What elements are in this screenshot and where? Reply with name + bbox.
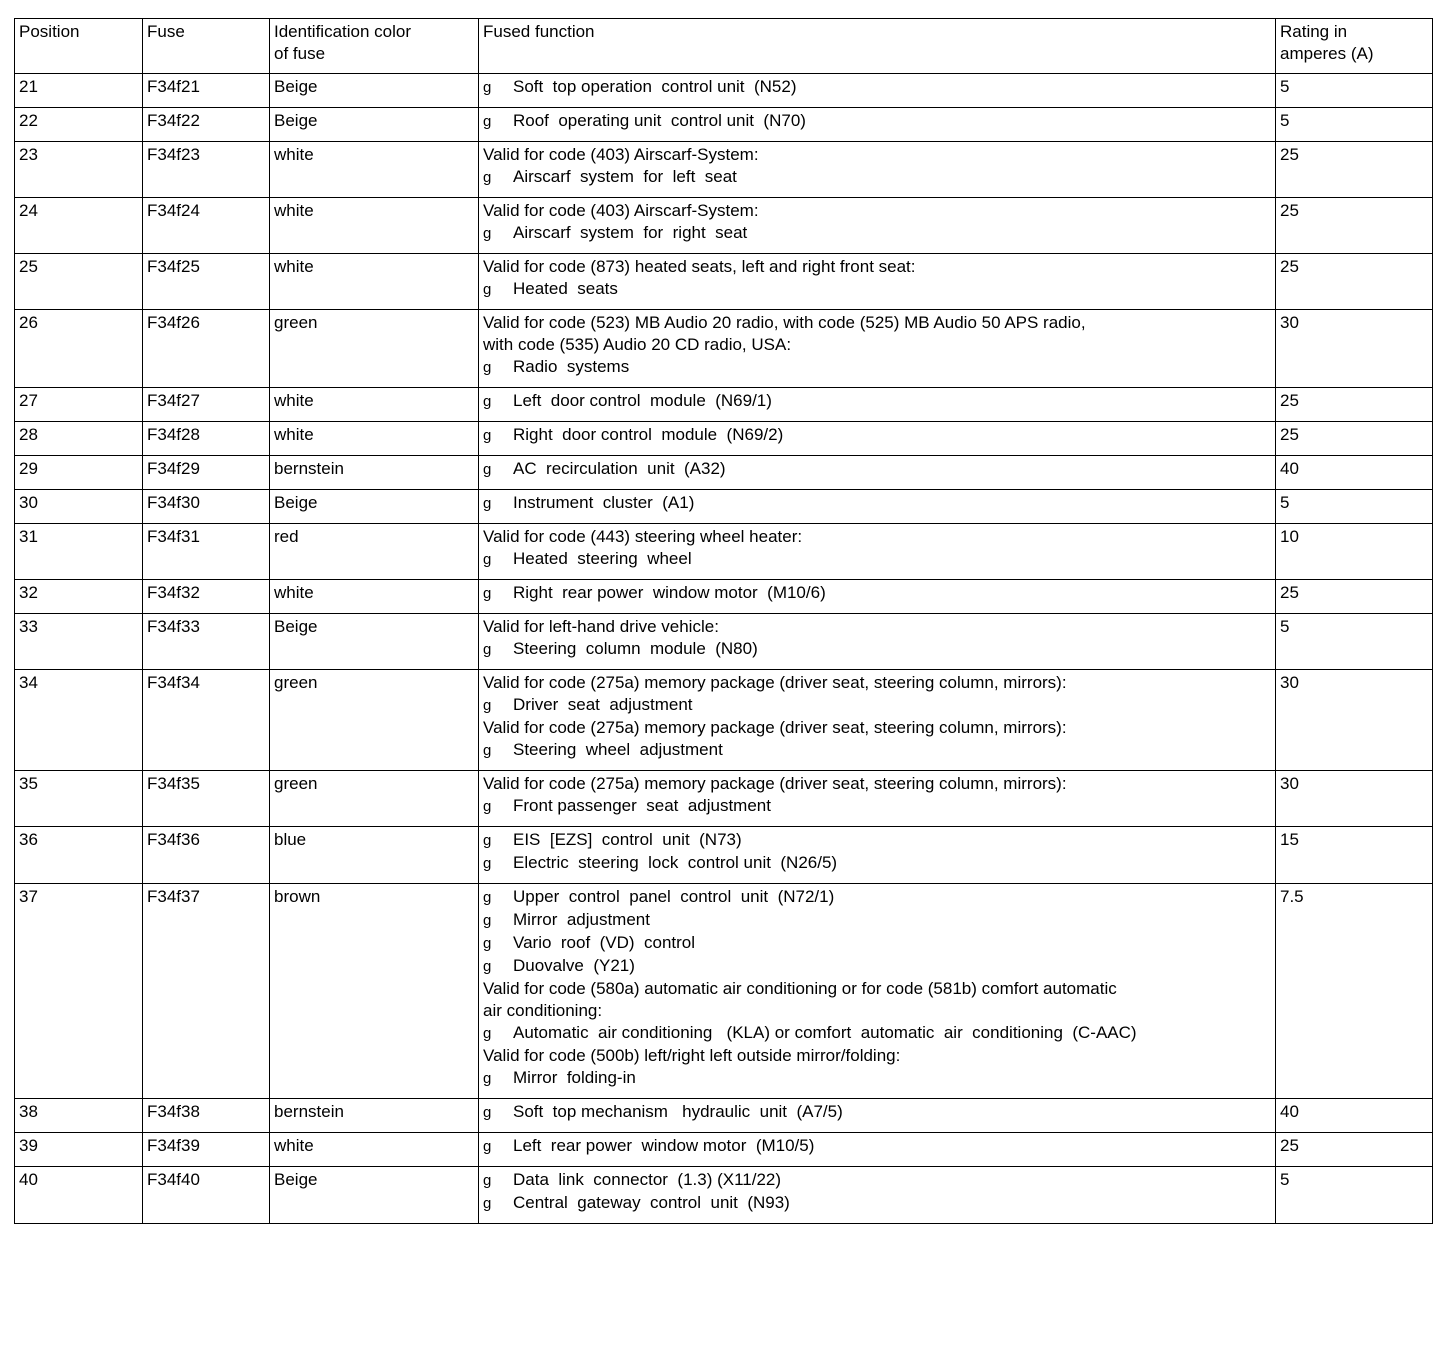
bullet-icon: g (483, 798, 492, 815)
function-cell (479, 670, 1276, 771)
rating-cell: 15 (1276, 827, 1433, 884)
bullet-icon: g (483, 169, 492, 186)
function-cell (479, 1167, 1276, 1224)
function-bullet-item (483, 390, 1271, 413)
rating-cell: 5 (1276, 614, 1433, 670)
function-text: Soft top mechanism hydraulic unit (A7/5) (513, 1102, 843, 1121)
fuse-cell: F34f33 (143, 614, 270, 670)
function-validity-note (483, 1045, 1271, 1067)
bullet-icon: g (483, 281, 492, 298)
bullet-icon: g (483, 1025, 492, 1042)
bullet-icon: g (483, 359, 492, 376)
function-text: air conditioning: (483, 1001, 603, 1020)
function-validity-note (483, 526, 1271, 548)
fuse-cell: F34f25 (143, 254, 270, 310)
rating-cell: 40 (1276, 1099, 1433, 1133)
function-cell (479, 108, 1276, 142)
bullet-icon: g (483, 495, 492, 512)
function-bullet-item (483, 932, 1271, 955)
bullet-icon: g (483, 855, 492, 872)
position-cell: 34 (15, 670, 143, 771)
color-cell: Beige (270, 490, 479, 524)
function-bullet-item (483, 222, 1271, 245)
rating-cell: 10 (1276, 524, 1433, 580)
function-validity-note (483, 256, 1271, 278)
color-cell: white (270, 254, 479, 310)
fuse-cell: F34f26 (143, 310, 270, 388)
function-text: Roof operating unit control unit (N70) (513, 111, 806, 130)
header-fuse: Fuse (143, 19, 270, 74)
color-cell: white (270, 388, 479, 422)
position-cell: 30 (15, 490, 143, 524)
bullet-icon: g (483, 1172, 492, 1189)
function-bullet-item (483, 829, 1271, 852)
table-row (15, 74, 1433, 108)
function-text: Central gateway control unit (N93) (513, 1193, 790, 1212)
rating-cell: 30 (1276, 670, 1433, 771)
fuse-cell: F34f29 (143, 456, 270, 490)
fuse-cell: F34f22 (143, 108, 270, 142)
function-validity-note (483, 717, 1271, 739)
bullet-icon: g (483, 461, 492, 478)
table-row (15, 827, 1433, 884)
bullet-icon: g (483, 393, 492, 410)
table-row (15, 524, 1433, 580)
function-cell (479, 142, 1276, 198)
fuse-cell: F34f23 (143, 142, 270, 198)
fuse-cell: F34f40 (143, 1167, 270, 1224)
function-cell (479, 254, 1276, 310)
fuse-cell: F34f30 (143, 490, 270, 524)
table-row (15, 198, 1433, 254)
position-cell: 21 (15, 74, 143, 108)
table-row (15, 580, 1433, 614)
rating-cell: 25 (1276, 422, 1433, 456)
function-cell (479, 422, 1276, 456)
rating-cell: 5 (1276, 74, 1433, 108)
color-cell: bernstein (270, 456, 479, 490)
function-text: Valid for code (403) Airscarf-System: (483, 145, 759, 164)
function-cell (479, 614, 1276, 670)
bullet-icon: g (483, 742, 492, 759)
function-text: Steering column module (N80) (513, 639, 758, 658)
function-bullet-item (483, 1067, 1271, 1090)
color-cell: green (270, 670, 479, 771)
table-row (15, 456, 1433, 490)
color-cell: bernstein (270, 1099, 479, 1133)
position-cell: 39 (15, 1133, 143, 1167)
color-cell: white (270, 142, 479, 198)
header-position: Position (15, 19, 143, 74)
function-validity-note (483, 200, 1271, 222)
color-cell: Beige (270, 108, 479, 142)
position-cell: 40 (15, 1167, 143, 1224)
function-text: Duovalve (Y21) (513, 956, 635, 975)
table-row (15, 884, 1433, 1099)
function-validity-note (483, 144, 1271, 166)
position-cell: 25 (15, 254, 143, 310)
bullet-icon: g (483, 958, 492, 975)
table-row (15, 771, 1433, 827)
bullet-icon: g (483, 1138, 492, 1155)
function-text: Front passenger seat adjustment (513, 796, 771, 815)
position-cell: 27 (15, 388, 143, 422)
function-text: Valid for code (580a) automatic air conditioning or for code (581b) comfort automatic (483, 979, 1117, 998)
bullet-icon: g (483, 912, 492, 929)
color-cell: brown (270, 884, 479, 1099)
function-cell (479, 198, 1276, 254)
function-bullet-item (483, 886, 1271, 909)
function-text: EIS [EZS] control unit (N73) (513, 830, 742, 849)
function-bullet-item (483, 424, 1271, 447)
function-bullet-item (483, 909, 1271, 932)
function-text: Mirror adjustment (513, 910, 650, 929)
position-cell: 26 (15, 310, 143, 388)
function-bullet-item (483, 110, 1271, 133)
rating-cell: 25 (1276, 388, 1433, 422)
function-text: with code (535) Audio 20 CD radio, USA: (483, 335, 792, 354)
table-row (15, 1099, 1433, 1133)
function-bullet-item (483, 852, 1271, 875)
function-bullet-item (483, 1135, 1271, 1158)
table-row (15, 142, 1433, 198)
function-text: Right door control module (N69/2) (513, 425, 784, 444)
function-text: Airscarf system for left seat (513, 167, 737, 186)
function-text: Radio systems (513, 357, 630, 376)
function-validity-note (483, 672, 1271, 694)
function-validity-note (483, 334, 1271, 356)
function-text: Vario roof (VD) control (513, 933, 696, 952)
function-text: Valid for code (873) heated seats, left and right front seat: (483, 257, 916, 276)
function-text: Heated steering wheel (513, 549, 692, 568)
position-cell: 31 (15, 524, 143, 580)
position-cell: 24 (15, 198, 143, 254)
color-cell: red (270, 524, 479, 580)
function-bullet-item (483, 955, 1271, 978)
function-text: Right rear power window motor (M10/6) (513, 583, 826, 602)
function-text: Valid for code (403) Airscarf-System: (483, 201, 759, 220)
table-row (15, 388, 1433, 422)
function-bullet-item (483, 1022, 1271, 1045)
function-cell (479, 388, 1276, 422)
header-color (270, 19, 479, 74)
bullet-icon: g (483, 551, 492, 568)
table-row (15, 490, 1433, 524)
bullet-icon: g (483, 697, 492, 714)
table-row (15, 614, 1433, 670)
function-text: Valid for code (523) MB Audio 20 radio, with code (525) MB Audio 50 APS radio, (483, 313, 1086, 332)
bullet-icon: g (483, 225, 492, 242)
function-text: Valid for code (275a) memory package (driver seat, steering column, mirrors): (483, 774, 1067, 793)
rating-cell: 30 (1276, 771, 1433, 827)
color-cell: white (270, 422, 479, 456)
bullet-icon: g (483, 935, 492, 952)
function-cell (479, 1099, 1276, 1133)
function-text: Mirror folding-in (513, 1068, 636, 1087)
function-text: AC recirculation unit (A32) (513, 459, 726, 478)
fuse-table (14, 18, 1433, 1224)
rating-cell: 25 (1276, 580, 1433, 614)
function-cell (479, 580, 1276, 614)
bullet-icon: g (483, 889, 492, 906)
function-bullet-item (483, 638, 1271, 661)
rating-cell: 25 (1276, 254, 1433, 310)
rating-cell: 7.5 (1276, 884, 1433, 1099)
function-validity-note (483, 312, 1271, 334)
bullet-icon: g (483, 113, 492, 130)
rating-cell: 25 (1276, 142, 1433, 198)
function-text: Left rear power window motor (M10/5) (513, 1136, 815, 1155)
header-rating (1276, 19, 1433, 74)
color-cell: white (270, 198, 479, 254)
function-validity-note (483, 616, 1271, 638)
table-row (15, 254, 1433, 310)
function-bullet-item (483, 278, 1271, 301)
function-cell (479, 827, 1276, 884)
rating-cell: 5 (1276, 108, 1433, 142)
color-cell: green (270, 310, 479, 388)
function-bullet-item (483, 76, 1271, 99)
function-bullet-item (483, 795, 1271, 818)
header-color-line2: of fuse (274, 44, 326, 63)
function-cell (479, 74, 1276, 108)
function-bullet-item (483, 1101, 1271, 1124)
position-cell: 38 (15, 1099, 143, 1133)
fuse-cell: F34f35 (143, 771, 270, 827)
bullet-icon: g (483, 832, 492, 849)
position-cell: 36 (15, 827, 143, 884)
function-bullet-item (483, 582, 1271, 605)
function-bullet-item (483, 739, 1271, 762)
fuse-cell: F34f32 (143, 580, 270, 614)
bullet-icon: g (483, 427, 492, 444)
fuse-cell: F34f39 (143, 1133, 270, 1167)
fuse-cell: F34f28 (143, 422, 270, 456)
color-cell: white (270, 1133, 479, 1167)
header-function: Fused function (479, 19, 1276, 74)
fuse-cell: F34f31 (143, 524, 270, 580)
fuse-cell: F34f37 (143, 884, 270, 1099)
header-rating-line2: amperes (A) (1280, 44, 1374, 63)
function-text: Soft top operation control unit (N52) (513, 77, 797, 96)
rating-cell: 5 (1276, 1167, 1433, 1224)
color-cell: blue (270, 827, 479, 884)
table-row (15, 1133, 1433, 1167)
color-cell: Beige (270, 74, 479, 108)
bullet-icon: g (483, 585, 492, 602)
function-text: Instrument cluster (A1) (513, 493, 695, 512)
header-color-line1: Identification color (274, 22, 412, 41)
function-text: Valid for left-hand drive vehicle: (483, 617, 719, 636)
position-cell: 28 (15, 422, 143, 456)
function-text: Valid for code (500b) left/right left outside mirror/folding: (483, 1046, 901, 1065)
function-text: Steering wheel adjustment (513, 740, 723, 759)
position-cell: 35 (15, 771, 143, 827)
color-cell: Beige (270, 1167, 479, 1224)
color-cell: Beige (270, 614, 479, 670)
position-cell: 33 (15, 614, 143, 670)
bullet-icon: g (483, 79, 492, 96)
function-text: Data link connector (1.3) (X11/22) (513, 1170, 782, 1189)
fuse-cell: F34f21 (143, 74, 270, 108)
rating-cell: 40 (1276, 456, 1433, 490)
function-bullet-item (483, 694, 1271, 717)
table-row (15, 670, 1433, 771)
function-text: Electric steering lock control unit (N26/5) (513, 853, 838, 872)
function-text: Valid for code (443) steering wheel heater: (483, 527, 803, 546)
color-cell: white (270, 580, 479, 614)
function-text: Automatic air conditioning (KLA) or comfort automatic air conditioning (C-AAC) (513, 1023, 1137, 1042)
function-bullet-item (483, 356, 1271, 379)
function-cell (479, 456, 1276, 490)
function-cell (479, 310, 1276, 388)
table-row (15, 108, 1433, 142)
function-bullet-item (483, 492, 1271, 515)
function-bullet-item (483, 548, 1271, 571)
bullet-icon: g (483, 1070, 492, 1087)
fuse-table-body (15, 74, 1433, 1224)
function-bullet-item (483, 166, 1271, 189)
position-cell: 23 (15, 142, 143, 198)
fuse-cell: F34f24 (143, 198, 270, 254)
function-validity-note (483, 1000, 1271, 1022)
function-bullet-item (483, 1169, 1271, 1192)
function-text: Valid for code (275a) memory package (driver seat, steering column, mirrors): (483, 673, 1067, 692)
function-cell (479, 1133, 1276, 1167)
table-row (15, 310, 1433, 388)
fuse-cell: F34f38 (143, 1099, 270, 1133)
function-validity-note (483, 773, 1271, 795)
rating-cell: 5 (1276, 490, 1433, 524)
function-text: Driver seat adjustment (513, 695, 693, 714)
bullet-icon: g (483, 1195, 492, 1212)
fuse-cell: F34f27 (143, 388, 270, 422)
function-cell (479, 524, 1276, 580)
function-text: Valid for code (275a) memory package (driver seat, steering column, mirrors): (483, 718, 1067, 737)
position-cell: 32 (15, 580, 143, 614)
rating-cell: 25 (1276, 198, 1433, 254)
function-cell (479, 771, 1276, 827)
position-cell: 22 (15, 108, 143, 142)
bullet-icon: g (483, 1104, 492, 1121)
color-cell: green (270, 771, 479, 827)
table-row (15, 1167, 1433, 1224)
header-row (15, 19, 1433, 74)
bullet-icon: g (483, 641, 492, 658)
function-validity-note (483, 978, 1271, 1000)
function-text: Upper control panel control unit (N72/1) (513, 887, 835, 906)
fuse-cell: F34f36 (143, 827, 270, 884)
header-rating-line1: Rating in (1280, 22, 1348, 41)
function-bullet-item (483, 458, 1271, 481)
rating-cell: 25 (1276, 1133, 1433, 1167)
table-row (15, 422, 1433, 456)
function-text: Heated seats (513, 279, 618, 298)
position-cell: 37 (15, 884, 143, 1099)
position-cell: 29 (15, 456, 143, 490)
function-text: Left door control module (N69/1) (513, 391, 772, 410)
function-cell (479, 490, 1276, 524)
function-cell (479, 884, 1276, 1099)
function-text: Airscarf system for right seat (513, 223, 748, 242)
function-bullet-item (483, 1192, 1271, 1215)
fuse-cell: F34f34 (143, 670, 270, 771)
rating-cell: 30 (1276, 310, 1433, 388)
